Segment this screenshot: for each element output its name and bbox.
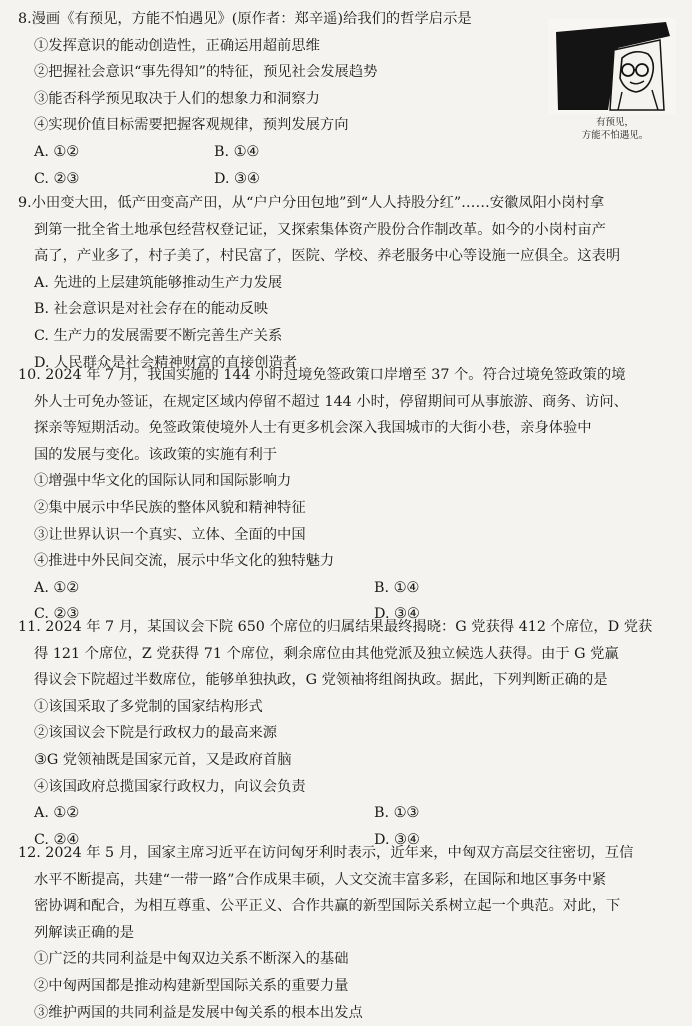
q12-statement-2: ②中匈两国都是推动构建新型国际关系的重要力量: [34, 977, 349, 994]
question-9-stem-line-3: 高了，产业多了，村子美了，村民富了，医院、学校、养老服务中心等设施一应俱全。这表明: [34, 248, 621, 265]
q10-statement-1: ①增强中华文化的国际认同和国际影响力: [34, 473, 292, 490]
q9-choice-d: D. 人民群众是社会精神财富的直接创造者: [34, 354, 298, 371]
q8-statement-4: ④实现价值目标需要把握客观规律，预判发展方向: [34, 117, 349, 134]
q8-statement-3: ③能否科学预见取决于人们的想象力和洞察力: [34, 90, 320, 107]
q11-choice-d: D. ③④: [374, 831, 420, 848]
q10-statement-4: ④推进中外民间交流，展示中华文化的独特魅力: [34, 553, 335, 570]
q10-statement-3: ③让世界认识一个真实、立体、全面的中国: [34, 526, 306, 543]
question-12-stem-line-4: 列解读正确的是: [34, 924, 135, 941]
comic-caption-line-1: 有预见，: [595, 117, 634, 128]
question-8: [18, 6, 542, 192]
question-12-stem-line-3: 密协调和配合，为相互尊重、公平正义、合作共赢的新型国际关系树立起一个典范。对此，下: [34, 898, 621, 915]
question-9: [18, 190, 678, 376]
question-12-stem-line-1: 12. 2024 年 5 月，国家主席习近平在访问匈牙利时表示，近年来，中匈双方高层交往密切，互信: [18, 845, 634, 861]
comic-caption-line-2: 方能不怕遇见。: [581, 130, 649, 141]
question-11-stem-line-3: 得议会下院超过半数席位，能够单独执政，G 党领袖将组阁执政。据此，下列判断正确的是: [34, 672, 608, 689]
q10-choice-c: C. ②③: [34, 606, 80, 623]
comic-caption: [560, 116, 670, 142]
question-12: [18, 840, 678, 1026]
q10-statement-2: ②集中展示中华民族的整体风貌和精神特征: [34, 499, 306, 516]
q8-choices-row-1: [18, 139, 542, 166]
comic-illustration: [548, 18, 676, 114]
q11-choice-c: C. ②④: [34, 831, 80, 848]
q9-choice-b: B. 社会意识是对社会存在的能动反映: [34, 301, 269, 318]
question-10: [18, 362, 678, 628]
q10-choice-d: D. ③④: [374, 606, 420, 623]
q11-statement-4: ④该国政府总揽国家行政权力，向议会负责: [34, 778, 306, 795]
q9-choice-a: A. 先进的上层建筑能够推动生产力发展: [34, 274, 283, 291]
question-10-stem-line-3: 探亲等短期活动。免签政策使境外人士有更多机会深入我国城市的大街小巷，亲身体验中: [34, 420, 592, 437]
question-11-stem-line-2: 得 121 个席位，Z 党获得 71 个席位，剩余席位由其他党派及独立候选人获得。由于 G 党赢: [34, 645, 619, 662]
q8-choices-row-2: [18, 166, 542, 193]
q10-choice-b: B. ①④: [374, 579, 420, 596]
question-9-stem-line-2: 到第一批全省土地承包经营权登记证，又探索集体资产股份合作制改革。如今的小岗村亩产: [34, 221, 606, 238]
question-10-stem-line-1: 10. 2024 年 7 月，我国实施的 144 小时过境免签政策口岸增至 37 个。符合过境免签政策的境: [18, 367, 626, 383]
question-11-stem-line-1: 11. 2024 年 7 月，某国议会下院 650 个席位的归属结果最终揭晓：G 党获得 412 个席位，D 党获: [18, 619, 653, 635]
question-8-stem: 8.漫画《有预见，方能不怕遇见》(原作者：郑辛遥)给我们的哲学启示是: [18, 11, 472, 27]
q12-statement-3: ③维护两国的共同利益是发展中匈关系的根本出发点: [34, 1004, 363, 1021]
q8-choice-c: C. ②③: [34, 170, 80, 187]
q11-choice-b: B. ①③: [374, 805, 420, 822]
question-11: [18, 614, 678, 853]
q8-statement-1: ①发挥意识的能动创造性，正确运用超前思维: [34, 37, 320, 54]
question-12-stem-line-2: 水平不断提高，共建“一带一路”合作成果丰硕，人文交流丰富多彩，在国际和地区事务中紧: [34, 871, 607, 888]
q8-choice-a: A. ①②: [34, 143, 80, 160]
q9-choice-c: C. 生产力的发展需要不断完善生产关系: [34, 327, 283, 344]
q11-choice-a: A. ①②: [34, 805, 80, 822]
q10-choice-a: A. ①②: [34, 579, 80, 596]
q11-statement-1: ①该国采取了多党制的国家结构形式: [34, 698, 263, 715]
q8-choice-b: B. ①④: [214, 143, 260, 160]
q11-statement-2: ②该国议会下院是行政权力的最高来源: [34, 725, 278, 742]
q11-choices-row-1: [18, 800, 678, 827]
question-9-stem-line-1: 9.小田变大田，低产田变高产田，从“户户分田包地”到“人人持股分红”……安徽凤阳小岗村拿: [18, 195, 605, 211]
question-10-stem-line-2: 外人士可免办签证，在规定区域内停留不超过 144 小时，停留期间可从事旅游、商务、访问、: [34, 393, 628, 410]
q11-statement-3: ③G 党领袖既是国家元首，又是政府首脑: [34, 751, 292, 768]
q10-choices-row-1: [18, 575, 678, 602]
q8-choice-d: D. ③④: [214, 170, 260, 187]
q8-statement-2: ②把握社会意识“事先得知”的特征，预见社会发展趋势: [34, 64, 378, 81]
question-10-stem-line-4: 国的发展与变化。该政策的实施有利于: [34, 446, 278, 463]
q12-statement-1: ①广泛的共同利益是中匈双边关系不断深入的基础: [34, 951, 349, 968]
